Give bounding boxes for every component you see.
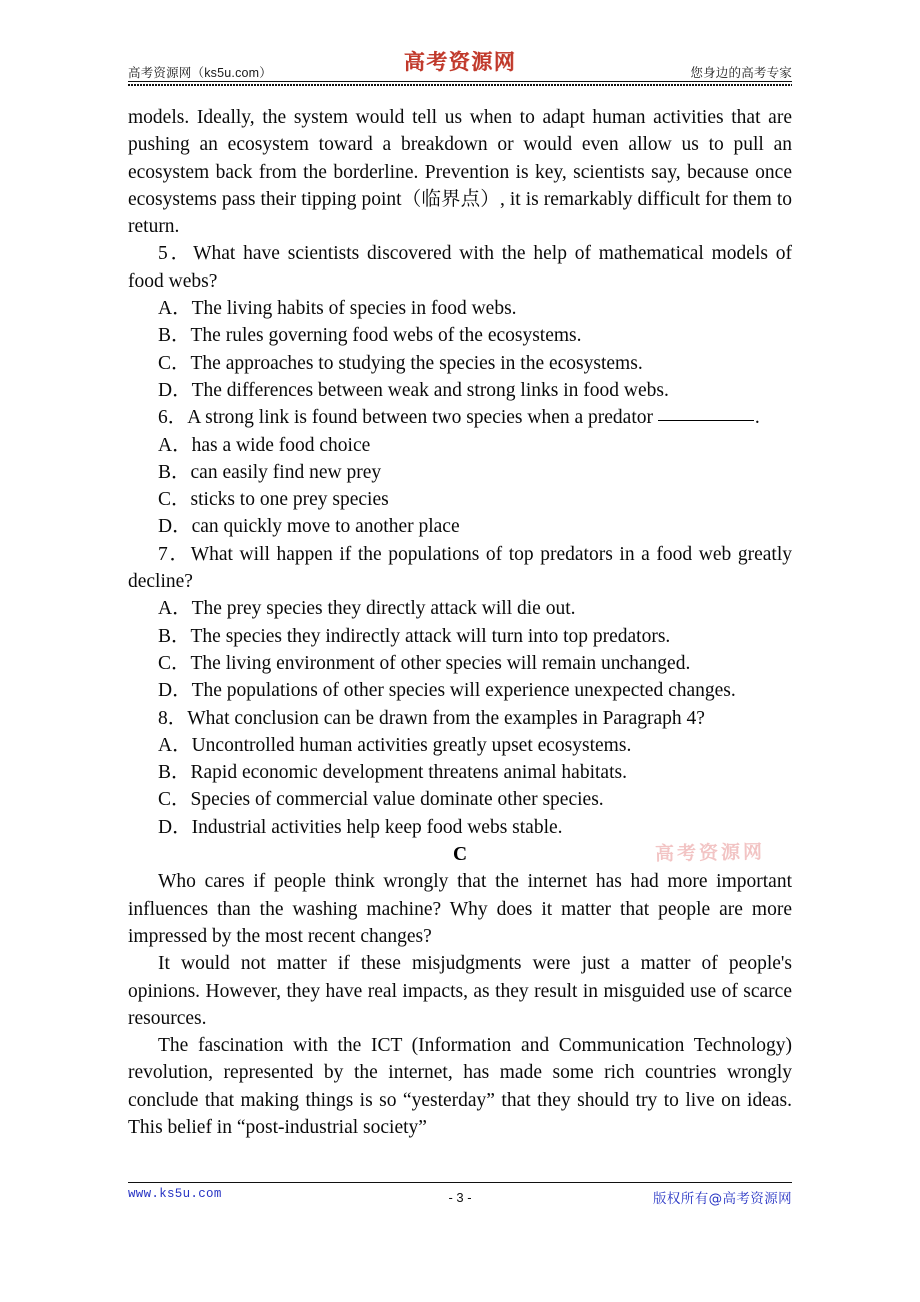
question-number-5: 5． <box>158 243 194 265</box>
question-stem-7 <box>128 541 792 596</box>
option-5-a[interactable] <box>128 295 792 322</box>
page-header <box>128 50 792 95</box>
option-text: has a wide food choice <box>191 434 371 456</box>
paragraph-continued: models. Ideally, the system would tell us when to adapt human activities that are pushing an ecosystem toward a breakdown or would even allow us to pull an ecosystem back from the borderline. Prevention is key, scientists say, because once ecosystems pass their tipping point（临界点）, it is remarkably difficult for them to return. <box>128 107 792 238</box>
option-6-c[interactable] <box>128 486 792 513</box>
option-label: D． <box>158 516 192 538</box>
option-5-d[interactable] <box>128 377 792 404</box>
question-text-8: What conclusion can be drawn from the examples in Paragraph 4? <box>187 707 705 729</box>
passage-paragraph-2: It would not matter if these misjudgments were just a matter of people's opinions. However, they have real impacts, as they result in misguided use of scarce resources. <box>128 953 792 1029</box>
option-text: can quickly move to another place <box>191 516 460 538</box>
option-7-d[interactable] <box>128 677 792 704</box>
option-text: The approaches to studying the species in the ecosystems. <box>190 352 643 374</box>
option-label: B． <box>158 625 191 647</box>
footer-url-link[interactable]: www.ks5u.com <box>128 1187 222 1201</box>
option-text: The living environment of other species will remain unchanged. <box>190 652 691 674</box>
option-label: D． <box>158 379 192 401</box>
header-site-name: 高考资源网（ks5u.com） <box>128 65 272 80</box>
option-text: The populations of other species will experience unexpected changes. <box>191 680 736 702</box>
question-stem-8 <box>128 705 792 732</box>
question-stem-6 <box>128 404 792 431</box>
option-6-b[interactable] <box>128 459 792 486</box>
option-8-d[interactable] <box>128 814 792 841</box>
option-label: A． <box>158 598 192 620</box>
question-stem-5 <box>128 240 792 295</box>
page-content <box>128 104 792 1141</box>
section-heading-c: C <box>452 844 468 866</box>
option-label: B． <box>158 762 191 784</box>
header-slogan: 您身边的高考专家 <box>690 65 792 80</box>
option-6-d[interactable] <box>128 513 792 540</box>
option-5-c[interactable] <box>128 350 792 377</box>
watermark-logo: 高考资源网 <box>654 841 766 865</box>
option-label: A． <box>158 298 192 320</box>
option-label: C． <box>158 489 191 511</box>
option-label: C． <box>158 789 191 811</box>
option-8-b[interactable] <box>128 759 792 786</box>
option-5-b[interactable] <box>128 322 792 349</box>
question-number-6: 6． <box>158 407 188 429</box>
option-7-b[interactable] <box>128 623 792 650</box>
answer-blank-6[interactable] <box>658 420 754 421</box>
option-label: C． <box>158 652 191 674</box>
page-number: - 3 - <box>448 1190 472 1205</box>
option-label: C． <box>158 352 191 374</box>
footer-row <box>128 1187 792 1209</box>
option-label: D． <box>158 816 192 838</box>
page-footer <box>128 1182 792 1209</box>
option-text: The species they indirectly attack will turn into top predators. <box>190 625 671 647</box>
option-label: B． <box>158 325 191 347</box>
question-number-8: 8． <box>158 707 188 729</box>
option-label: B． <box>158 461 191 483</box>
option-text: The rules governing food webs of the ecosystems. <box>190 325 582 347</box>
option-text: sticks to one prey species <box>190 489 389 511</box>
footer-copyright: 版权所有@高考资源网 <box>653 1191 792 1207</box>
header-logo: 高考资源网 <box>403 50 517 74</box>
option-label: A． <box>158 434 192 456</box>
question-tail-6: . <box>754 407 760 429</box>
option-label: A． <box>158 734 192 756</box>
option-text: can easily find new prey <box>190 461 382 483</box>
option-text: The differences between weak and strong links in food webs. <box>191 379 669 401</box>
header-row <box>128 50 792 81</box>
option-text: Uncontrolled human activities greatly upset ecosystems. <box>191 734 632 756</box>
option-text: Rapid economic development threatens animal habitats. <box>190 762 627 784</box>
passage-paragraph-1: Who cares if people think wrongly that the internet has had more important influences than the washing machine? Why does it matter that people are more impressed by the most recent changes? <box>128 871 792 947</box>
option-label: D． <box>158 680 192 702</box>
passage-paragraph-3: The fascination with the ICT (Information and Communication Technology) revolution, represented by the internet, has made some rich countries wrongly conclude that making things is so “yesterday” that they should try to live on ideas. This belief in “post-industrial society” <box>128 1035 792 1138</box>
header-rule-top <box>128 81 792 82</box>
option-text: The prey species they directly attack will die out. <box>191 598 576 620</box>
question-number-7: 7． <box>158 543 191 565</box>
option-7-c[interactable] <box>128 650 792 677</box>
option-text: Industrial activities help keep food webs stable. <box>191 816 563 838</box>
option-8-c[interactable] <box>128 786 792 813</box>
question-text-7: What will happen if the populations of top predators in a food web greatly decline? <box>128 543 792 593</box>
option-text: The living habits of species in food webs. <box>191 298 517 320</box>
header-rule-bottom <box>128 84 792 86</box>
question-text-6: A strong link is found between two species when a predator <box>187 407 653 429</box>
option-8-a[interactable] <box>128 732 792 759</box>
option-7-a[interactable] <box>128 595 792 622</box>
footer-rule <box>128 1182 792 1183</box>
question-text-5: What have scientists discovered with the help of mathematical models of food webs? <box>128 243 792 292</box>
option-6-a[interactable] <box>128 432 792 459</box>
option-text: Species of commercial value dominate other species. <box>190 789 604 811</box>
